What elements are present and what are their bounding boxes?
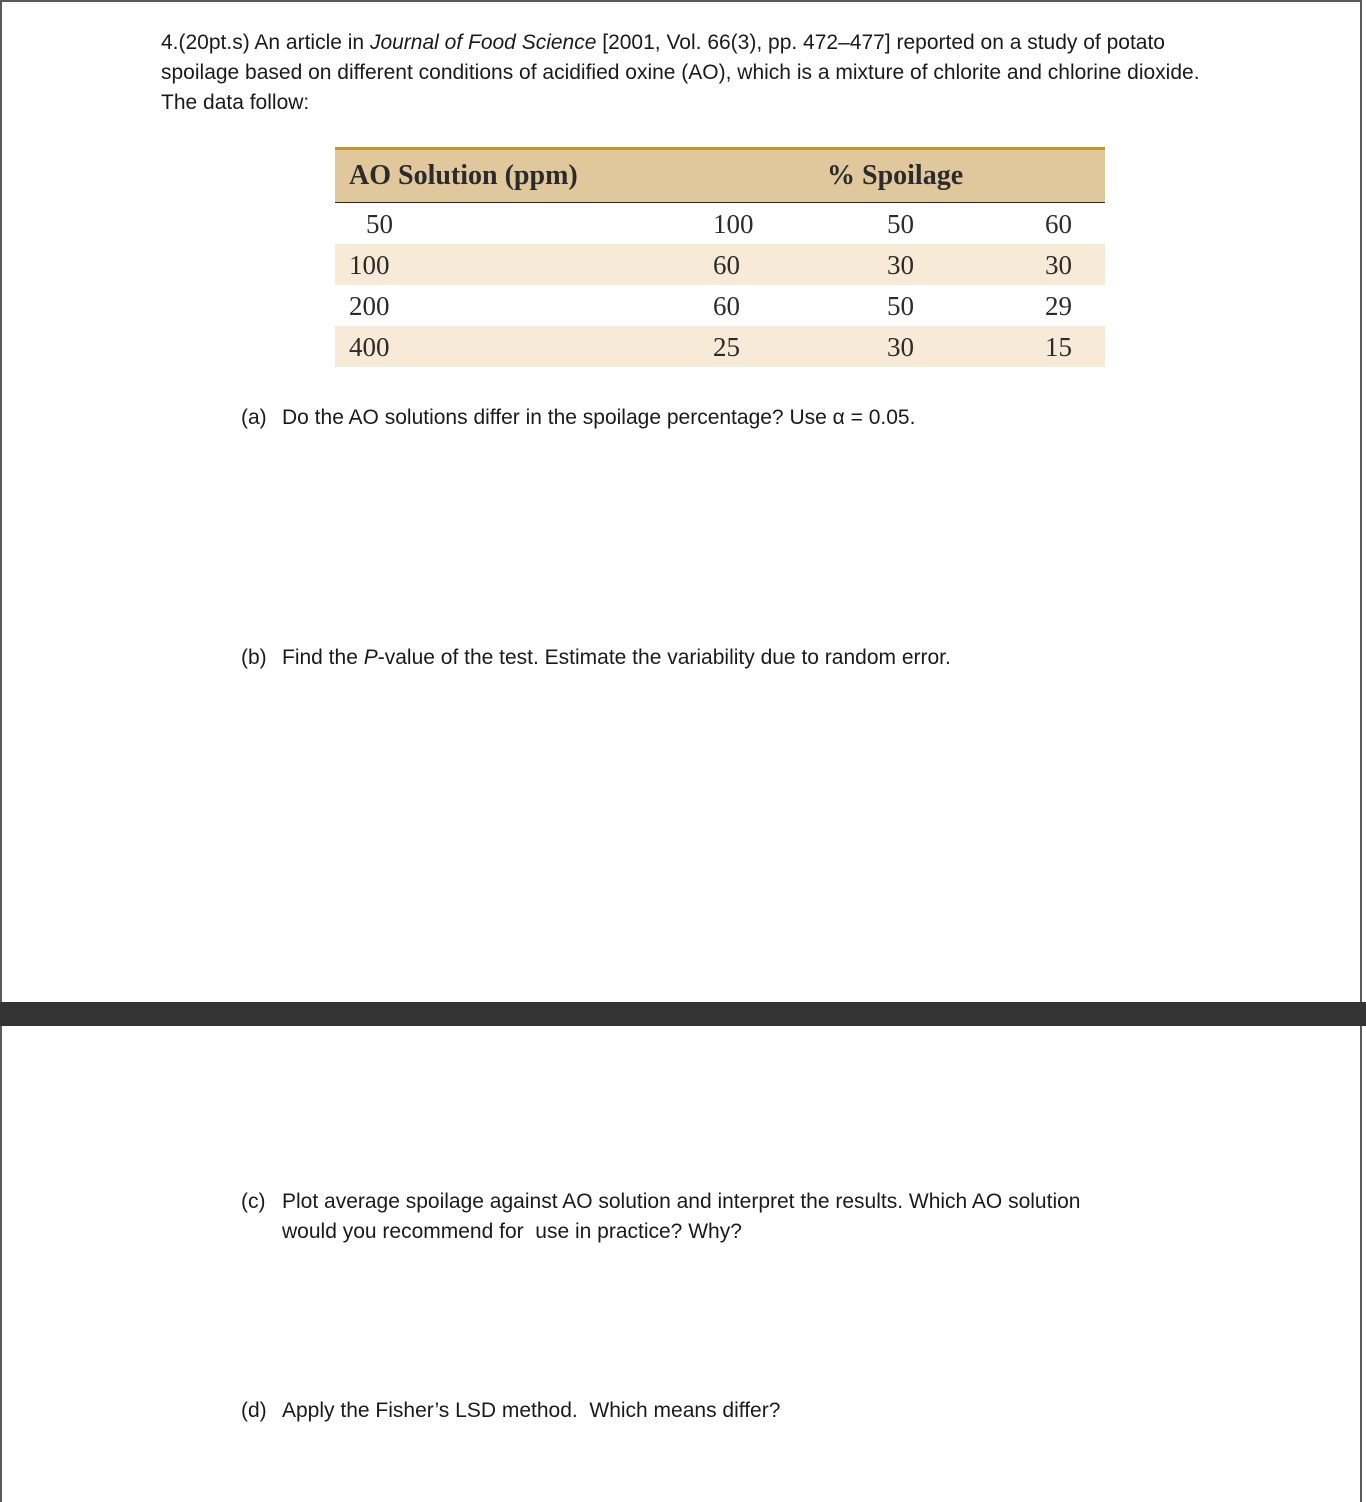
question-text-part: -value of the test. Estimate the variability due to random error. bbox=[377, 646, 951, 669]
question-label: (d) bbox=[241, 1399, 267, 1422]
table-row bbox=[335, 285, 1105, 326]
question-text-part: Find the bbox=[282, 646, 364, 669]
page-separator bbox=[0, 1002, 1366, 1026]
table-cell: 100 bbox=[713, 209, 754, 239]
table-cell: 29 bbox=[1045, 291, 1072, 321]
intro-suffix: [2001, Vol. 66(3), pp. 472–477] reported on a study of potato spoilage based on different conditions of acidified oxine (AO), which is a mixture of chlorite and chlorine dioxide. The data follow: bbox=[161, 31, 1200, 114]
table-cell: 30 bbox=[1045, 250, 1072, 280]
table-cell: 400 bbox=[349, 332, 390, 362]
table-cell: 60 bbox=[1045, 209, 1072, 239]
document-page-2 bbox=[0, 1026, 1362, 1502]
question-text-line: Plot average spoilage against AO solution and interpret the results. Which AO solution bbox=[282, 1190, 1081, 1213]
question-text bbox=[282, 643, 1182, 673]
table-cell: 60 bbox=[713, 291, 740, 321]
question-text-line: would you recommend for use in practice? Why? bbox=[282, 1220, 742, 1243]
journal-name: Journal of Food Science bbox=[369, 31, 597, 54]
question-text: Do the AO solutions differ in the spoilage percentage? Use α = 0.05. bbox=[282, 406, 916, 429]
question-label: (c) bbox=[241, 1190, 266, 1213]
question-text bbox=[282, 1187, 1282, 1247]
question-text: Apply the Fisher’s LSD method. Which means differ? bbox=[282, 1399, 781, 1422]
table-cell: 100 bbox=[349, 250, 390, 280]
table-cell: 50 bbox=[366, 209, 393, 239]
problem-statement bbox=[161, 28, 1221, 118]
question-label: (a) bbox=[241, 406, 267, 429]
table-row bbox=[335, 203, 1105, 244]
intro-prefix: 4.(20pt.s) An article in bbox=[161, 31, 370, 54]
table-cell: 60 bbox=[713, 250, 740, 280]
table-cell: 50 bbox=[887, 291, 914, 321]
question-label: (b) bbox=[241, 646, 267, 669]
table-cell: 200 bbox=[349, 291, 390, 321]
header-ao-solution: AO Solution (ppm) bbox=[349, 160, 578, 191]
table-cell: 15 bbox=[1045, 332, 1072, 362]
table-cell: 50 bbox=[887, 209, 914, 239]
p-symbol: P bbox=[363, 646, 378, 669]
spoilage-data-table bbox=[335, 147, 1105, 367]
header-spoilage: % Spoilage bbox=[827, 160, 964, 191]
table-header bbox=[335, 147, 1105, 203]
table-cell: 30 bbox=[887, 332, 914, 362]
table-cell: 25 bbox=[713, 332, 740, 362]
table-cell: 30 bbox=[887, 250, 914, 280]
table-row bbox=[335, 244, 1105, 285]
table-row bbox=[335, 326, 1105, 367]
